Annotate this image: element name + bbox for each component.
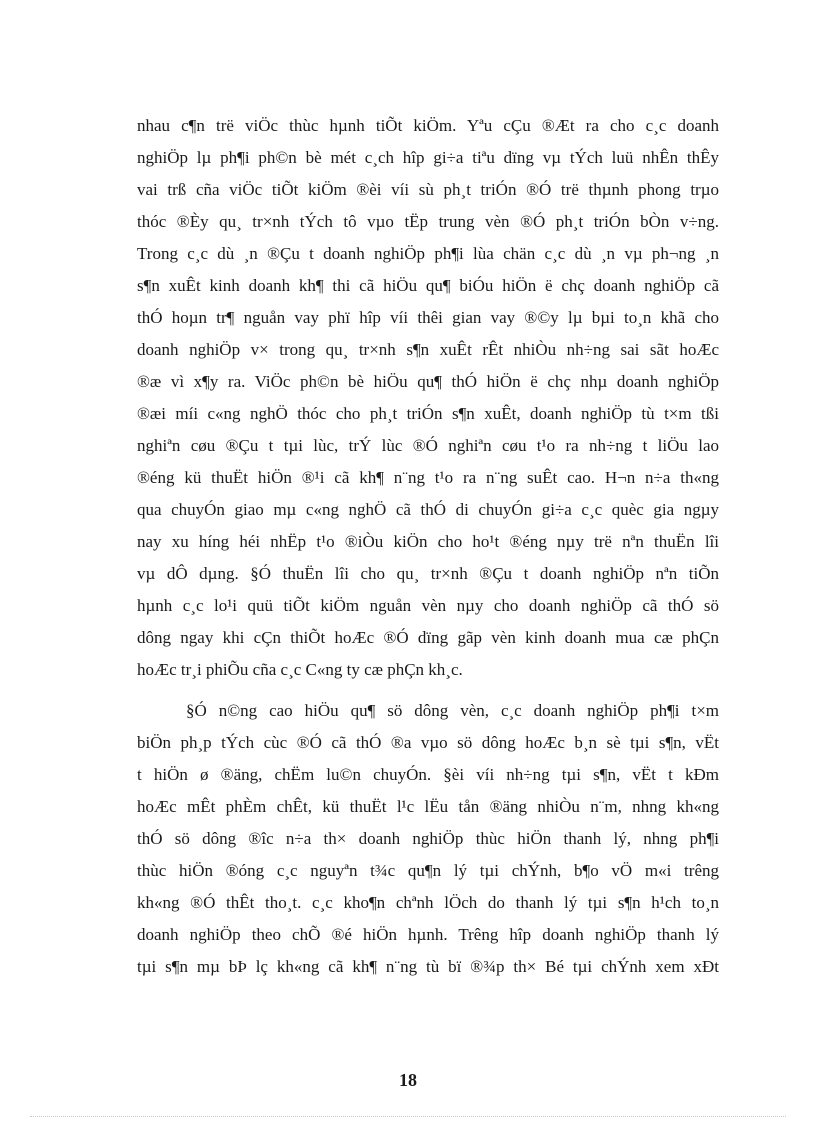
paragraph — [137, 110, 719, 686]
text-line: thÓ sö dông ®îc n÷a th× doanh nghiÖp thùc hiÖn thanh lý, nhng ph¶i — [137, 829, 719, 848]
text-line: vai trß cña viÖc tiÕt kiÖm ®èi víi sù ph¸t triÓn ®Ó trë thµnh phong trµo — [137, 180, 719, 199]
page-number: 18 — [399, 1070, 417, 1090]
text-line: hµnh c¸c lo¹i quü tiÕt kiÖm nguån vèn nµy cho doanh nghiÖp cã thÓ sö — [137, 596, 719, 615]
text-line: qua chuyÓn giao mµ c«ng nghÖ cã thÓ di chuyÓn gi÷a c¸c quèc gia ngµy — [137, 500, 719, 519]
text-line: dông ngay khi cÇn thiÕt hoÆc ®Ó dïng gãp vèn kinh doanh mua cæ phÇn — [137, 628, 719, 647]
text-line: ®éng kü thuËt hiÖn ®¹i cã kh¶ n¨ng t¹o ra n¨ng suÊt cao. H¬n n÷a th«ng — [137, 468, 719, 487]
text-line: vµ dÔ dµng. §Ó thuËn lîi cho qu¸ tr×nh ®Çu t doanh nghiÖp nªn tiÕn — [137, 564, 719, 583]
page-body — [137, 110, 719, 983]
text-line: Trong c¸c dù ¸n ®Çu t doanh nghiÖp ph¶i lùa chän c¸c dù ¸n vµ ph¬ng ¸n — [137, 244, 719, 263]
text-line: nghiªn cøu ®Çu t tµi lùc, trÝ lùc ®Ó nghiªn cøu t¹o ra nh÷ng t liÖu lao — [137, 436, 719, 455]
text-line: t hiÖn ø ®äng, chËm lu©n chuyÓn. §èi víi nh÷ng tµi s¶n, vËt t kÐm — [137, 765, 719, 784]
paragraph — [137, 695, 719, 983]
text-line: hoÆc tr¸i phiÕu cña c¸c C«ng ty cæ phÇn kh¸c. — [137, 660, 463, 679]
text-line: biÖn ph¸p tÝch cùc ®Ó cã thÓ ®a vµo sö dông hoÆc b¸n sè tµi s¶n, vËt — [137, 733, 719, 752]
text-line: nghiÖp lµ ph¶i ph©n bè mét c¸ch hîp gi÷a tiªu dïng vµ tÝch luü nhÊn thÊy — [137, 148, 719, 167]
text-line: ®æi míi c«ng nghÖ thóc cho ph¸t triÓn s¶n xuÊt, doanh nghiÖp tù t×m tßi — [137, 404, 719, 423]
text-line: tµi s¶n mµ bÞ lç kh«ng cã kh¶ n¨ng tù bï ®¾p th× Bé tµi chÝnh xem xÐt — [137, 957, 719, 976]
text-line: doanh nghiÖp v× trong qu¸ tr×nh s¶n xuÊt rÊt nhiÒu nh÷ng sai sãt hoÆc — [137, 340, 719, 359]
text-line: nay xu híng héi nhËp t¹o ®iÒu kiÖn cho ho¹t ®éng nµy trë nªn thuËn lîi — [137, 532, 719, 551]
text-line: thùc hiÖn ®óng c¸c nguyªn t¾c qu¶n lý tµi chÝnh, b¶o vÖ m«i trêng — [137, 861, 719, 880]
text-line: §Ó n©ng cao hiÖu qu¶ sö dông vèn, c¸c doanh nghiÖp ph¶i t×m — [186, 701, 719, 720]
text-line: thóc ®Èy qu¸ tr×nh tÝch tô vµo tËp trung vèn ®Ó ph¸t triÓn bÒn v÷ng. — [137, 212, 719, 231]
text-line: nhau c¶n trë viÖc thùc hµnh tiÕt kiÖm. Yªu cÇu ®Æt ra cho c¸c doanh — [137, 116, 719, 135]
text-line: thÓ hoµn tr¶ nguån vay phï hîp víi thêi gian vay ®©y lµ bµi to¸n khã cho — [137, 308, 719, 327]
text-line: s¶n xuÊt kinh doanh kh¶ thi cã hiÖu qu¶ biÓu hiÖn ë chç doanh nghiÖp cã — [137, 276, 719, 295]
text-line: doanh nghiÖp theo chÕ ®é hiÖn hµnh. Trêng hîp doanh nghiÖp thanh lý — [137, 925, 719, 944]
text-line: hoÆc mÊt phÈm chÊt, kü thuËt l¹c lËu tån ®äng nhiÒu n¨m, nhng kh«ng — [137, 797, 719, 816]
text-line: ®æ vì x¶y ra. ViÖc ph©n bè hiÖu qu¶ thÓ hiÖn ë chç nhµ doanh nghiÖp — [137, 372, 719, 391]
footer-divider — [30, 1116, 786, 1117]
text-line: kh«ng ®Ó thÊt tho¸t. c¸c kho¶n chªnh lÖch do thanh lý tµi s¶n h¹ch to¸n — [137, 893, 719, 912]
